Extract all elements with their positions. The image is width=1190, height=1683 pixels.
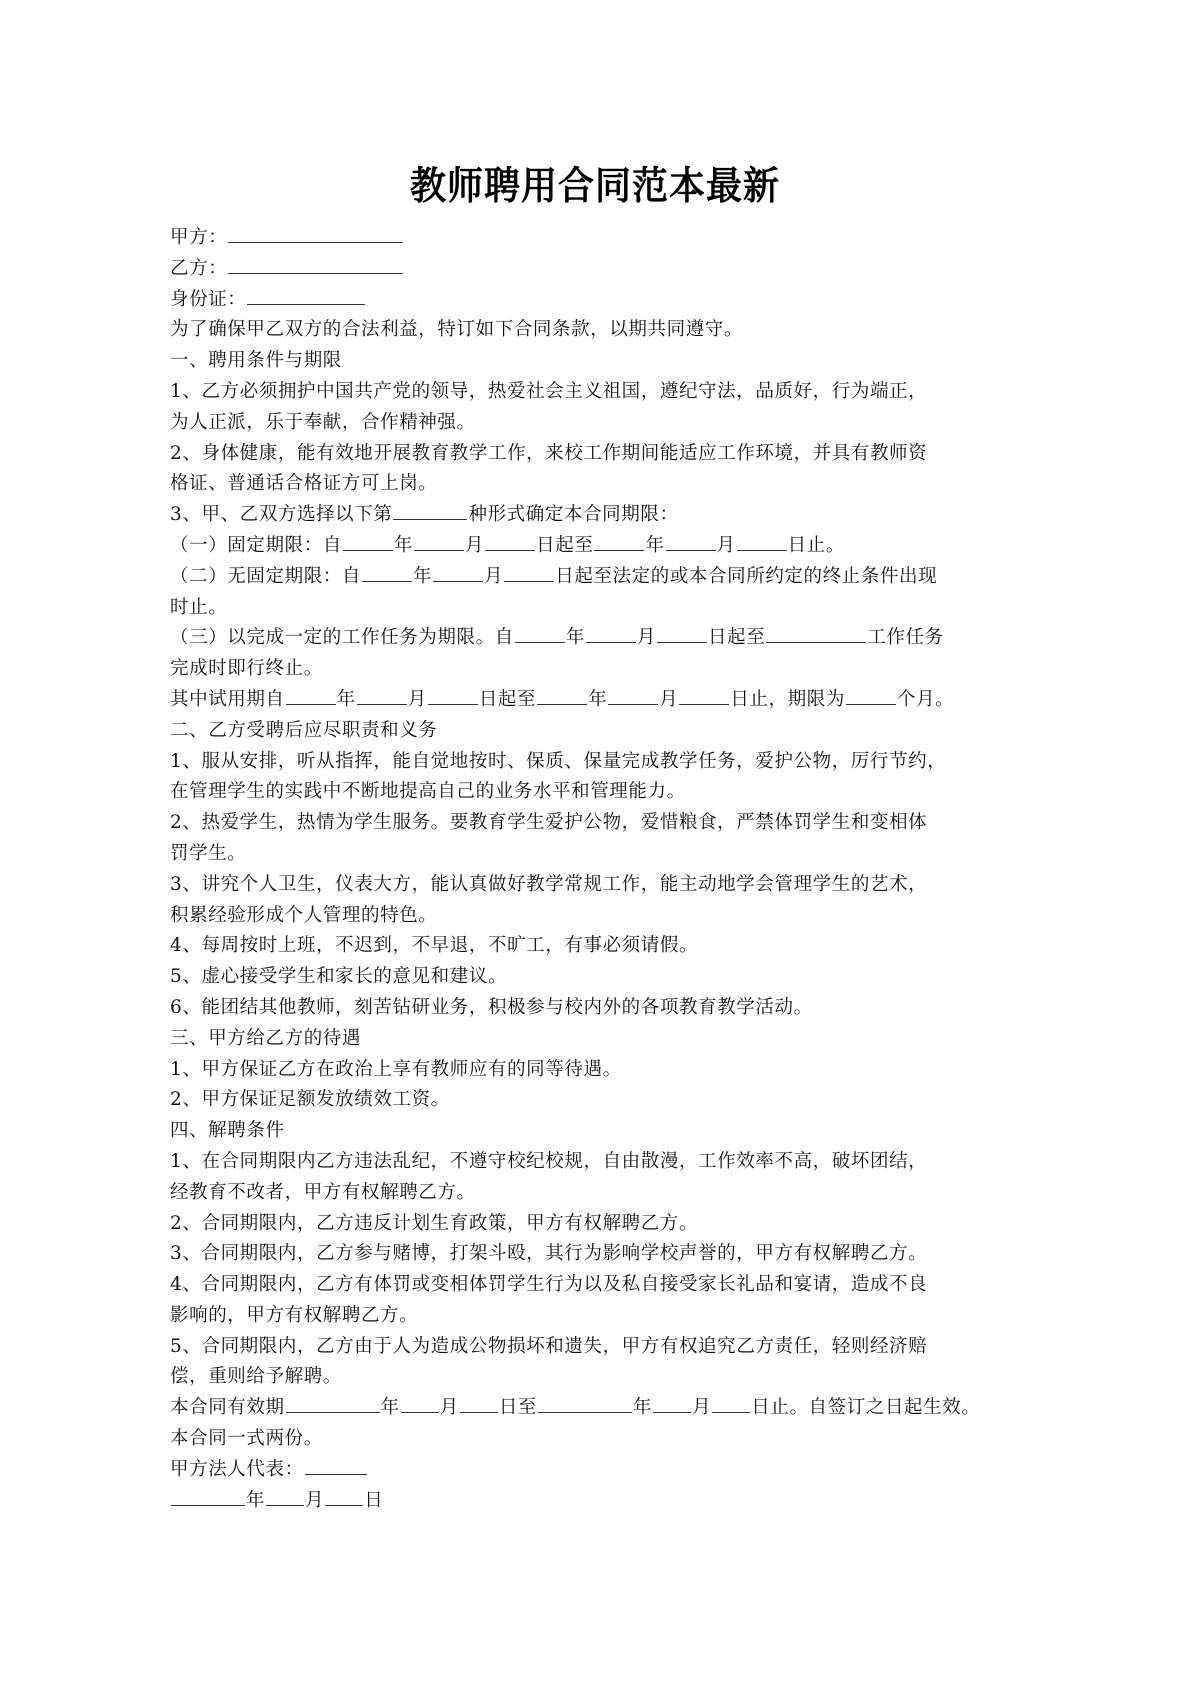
s4-line: 经教育不改者，甲方有权解聘乙方。 [170,1181,476,1203]
section-heading-1: 一、聘用条件与期限 [170,350,342,372]
opt3-pre: （三）以完成一定的工作任务为期限。自 [170,627,514,649]
validity-month-label: 月 [439,1397,459,1419]
copies-line: 本合同一式两份。 [170,1428,323,1450]
s1-item2-line2: 格证、普通话合格证方可上岗。 [170,473,438,495]
sign-year-label: 年 [246,1489,266,1511]
signature-date-line [170,1486,1040,1517]
probation-start-day-blank[interactable] [428,686,478,705]
validity-line [170,1393,1040,1424]
s2-line: 1、服从安排，听从指挥，能自觉地按时、保质、保量完成教学任务，爱护公物，厉行节约， [170,750,947,772]
s2-line: 2、热爱学生，热情为学生服务。要教育学生爱护公物，爱惜粮食，严禁体罚学生和变相体 [170,812,928,834]
opt1-month-label: 月 [465,534,485,556]
opt1-end-month-blank[interactable] [666,532,716,551]
s4-line: 偿，重则给予解聘。 [170,1366,342,1388]
sign-day-label: 日 [364,1489,384,1511]
legal-rep-label: 甲方法人代表： [170,1458,304,1480]
s1-item3 [170,500,1040,531]
opt1-pre: （一）固定期限：自 [170,534,342,556]
opt3-task-blank[interactable] [766,624,866,643]
validity-start-month-blank[interactable] [401,1394,439,1413]
opt1-end-month-label: 月 [716,534,736,556]
section-heading-3: 三、甲方给乙方的待遇 [170,1027,362,1049]
party-a-line [170,223,1040,254]
opt2-year-blank[interactable] [362,563,412,582]
opt3-month-blank[interactable] [586,624,636,643]
probation-start-year-blank[interactable] [286,686,336,705]
validity-year-label: 年 [380,1397,400,1419]
opt2-pre: （二）无固定期限：自 [170,565,362,587]
s2-line: 积累经验形成个人管理的特色。 [170,904,438,926]
sign-day-blank[interactable] [325,1487,363,1506]
validity-start-day-blank[interactable] [460,1394,498,1413]
s4-line: 影响的，甲方有权解聘乙方。 [170,1304,419,1326]
opt1-end-year-blank[interactable] [594,532,644,551]
s1-item1-line2: 为人正派，乐于奉献，合作精神强。 [170,411,476,433]
sign-year-blank[interactable] [171,1487,245,1506]
probation-day-end-label: 日止，期限为 [730,688,845,710]
option-task-term [170,623,1040,654]
opt1-day-from-label: 日起至 [536,534,594,556]
opt3-post: 工作任务 [867,627,944,649]
validity-end-year-blank[interactable] [538,1394,632,1413]
sign-month-label: 月 [305,1489,325,1511]
probation-day-from-label: 日起至 [478,688,537,710]
probation-end-month-blank[interactable] [608,686,658,705]
document-body [170,223,1040,1516]
s3-line: 2、甲方保证足额发放绩效工资。 [170,1089,450,1111]
option-task-term-line2: 完成时即行终止。 [170,658,323,680]
probation-pre: 其中试用期自 [170,688,285,710]
s1-item2-line1: 2、身体健康，能有效地开展教育教学工作，来校工作期间能适应工作环境，并具有教师资 [170,442,928,464]
s3-line: 1、甲方保证乙方在政治上享有教师应有的同等待遇。 [170,1058,622,1080]
opt3-day-from-label: 日起至 [708,627,766,649]
s1-item3-pre: 3、甲、乙双方选择以下第 [170,504,393,526]
s1-item1-line1: 1、乙方必须拥护中国共产党的领导，热爱社会主义祖国，遵纪守法，品质好，行为端正， [170,380,928,402]
probation-end-day-blank[interactable] [679,686,729,705]
validity-day-end-label: 日止。自签订之日起生效。 [751,1397,981,1419]
document-title: 教师聘用合同范本最新 [409,164,780,209]
s2-line: 罚学生。 [170,842,247,864]
legal-rep-blank[interactable] [305,1456,367,1475]
party-b-blank[interactable] [228,255,403,274]
section-heading-4: 四、解聘条件 [170,1120,285,1142]
sign-month-blank[interactable] [266,1487,304,1506]
opt2-month-blank[interactable] [433,563,483,582]
opt1-year-label: 年 [393,534,414,556]
opt3-day-blank[interactable] [657,624,707,643]
s2-line: 5、虚心接受学生和家长的意见和建议。 [170,966,508,988]
s4-line: 4、合同期限内，乙方有体罚或变相体罚学生行为以及私自接受家长礼品和宴请，造成不良 [170,1274,928,1296]
validity-end-day-blank[interactable] [712,1394,750,1413]
s4-line: 1、在合同期限内乙方违法乱纪，不遵守校纪校规，自由散漫，工作效率不高，破坏团结， [170,1150,928,1172]
id-card-line [170,285,1040,316]
probation-months-blank[interactable] [846,686,896,705]
party-a-blank[interactable] [228,224,403,243]
probation-end-month-label: 月 [659,688,679,710]
validity-day-to-label: 日至 [498,1397,538,1419]
opt2-year-label: 年 [413,565,433,587]
probation-post: 个月。 [896,688,955,710]
id-card-blank[interactable] [247,286,365,305]
id-card-label: 身份证： [170,288,247,310]
probation-end-year-blank[interactable] [537,686,587,705]
probation-month-label: 月 [407,688,427,710]
option-open-term-line2: 时止。 [170,596,228,618]
validity-start-year-blank[interactable] [286,1394,380,1413]
opt3-year-blank[interactable] [515,624,565,643]
s2-line: 4、每周按时上班，不迟到，不早退，不旷工，有事必须请假。 [170,935,699,957]
opt2-day-blank[interactable] [504,563,554,582]
probation-end-year-label: 年 [588,688,608,710]
opt1-start-day-blank[interactable] [485,532,535,551]
opt1-end-year-label: 年 [645,534,665,556]
opt2-month-label: 月 [484,565,504,587]
opt1-start-year-blank[interactable] [343,532,393,551]
opt3-month-label: 月 [636,627,657,649]
validity-end-month-blank[interactable] [653,1394,691,1413]
s1-item3-post: 种形式确定本合同期限： [468,504,679,526]
opt1-end-day-blank[interactable] [737,532,787,551]
probation-start-month-blank[interactable] [357,686,407,705]
option-open-term [170,562,1040,593]
s2-line: 在管理学生的实践中不断地提高自己的业务水平和管理能力。 [170,781,686,803]
validity-pre: 本合同有效期 [170,1397,285,1419]
form-choice-blank[interactable] [393,501,467,520]
s2-line: 6、能团结其他教师，刻苦钻研业务，积极参与校内外的各项教育教学活动。 [170,996,813,1018]
opt1-start-month-blank[interactable] [414,532,464,551]
legal-rep-line [170,1455,1040,1486]
s4-line: 3、合同期限内，乙方参与赌博，打架斗殴，其行为影响学校声誉的，甲方有权解聘乙方。 [170,1243,928,1265]
s4-line: 2、合同期限内，乙方违反计划生育政策，甲方有权解聘乙方。 [170,1212,699,1234]
probation-year-label: 年 [336,688,356,710]
option-fixed-term [170,531,1040,562]
s2-line: 3、讲究个人卫生，仪表大方，能认真做好教学常规工作，能主动地学会管理学生的艺术， [170,873,928,895]
opt1-day-end-label: 日止。 [787,534,845,556]
party-b-label: 乙方： [170,257,228,279]
validity-end-month-label: 月 [692,1397,712,1419]
party-b-line [170,254,1040,285]
s4-line: 5、合同期限内，乙方由于人为造成公物损坏和遗失，甲方有权追究乙方责任，轻则经济赔 [170,1335,928,1357]
intro-text: 为了确保甲乙双方的合法利益，特订如下合同条款，以期共同遵守。 [170,319,744,341]
validity-end-year-label: 年 [633,1397,653,1419]
party-a-label: 甲方： [170,227,228,248]
opt2-post: 日起至法定的或本合同所约定的终止条件出现 [555,565,938,587]
opt3-year-label: 年 [565,627,585,649]
probation-line [170,685,1040,716]
section-heading-2: 二、乙方受聘后应尽职责和义务 [170,719,438,741]
